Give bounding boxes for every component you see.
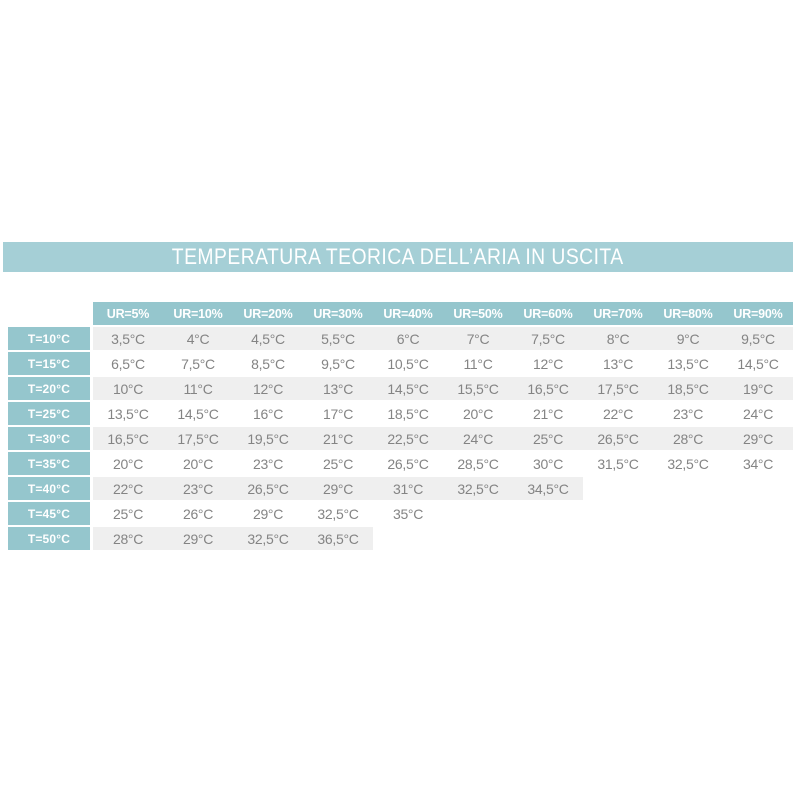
column-header: UR=30% [313,306,363,321]
empty-cell [653,527,723,550]
row-values [93,452,793,475]
value-cell: 36,5°C [303,527,373,550]
empty-cell [723,502,793,525]
value-cell: 10°C [93,377,163,400]
value-cell: 13,5°C [653,352,723,375]
value-cell: 6°C [373,327,443,350]
empty-cell [653,502,723,525]
row-values [93,327,793,350]
table-row [8,452,793,475]
value-cell: 32,5°C [443,477,513,500]
row-label: T=35°C [8,452,90,475]
row-label: T=40°C [8,477,90,500]
value-cell: 31°C [373,477,443,500]
row-label: T=25°C [8,402,90,425]
value-cell: 9,5°C [303,352,373,375]
value-cell: 12°C [513,352,583,375]
row-label: T=10°C [8,327,90,350]
value-cell: 29°C [233,502,303,525]
value-cell: 15,5°C [443,377,513,400]
table-row [8,427,793,450]
value-cell: 17,5°C [583,377,653,400]
value-cell: 21°C [513,402,583,425]
value-cell: 32,5°C [233,527,303,550]
header-row-cells [93,302,793,325]
value-cell: 26°C [163,502,233,525]
value-cell: 22°C [93,477,163,500]
value-cell: 14,5°C [163,402,233,425]
value-cell: 19°C [723,377,793,400]
value-cell: 23°C [233,452,303,475]
empty-cell [373,527,443,550]
empty-cell [583,502,653,525]
value-cell: 12°C [233,377,303,400]
value-cell: 17°C [303,402,373,425]
table-body [8,327,793,550]
table-row [8,377,793,400]
empty-cell [513,527,583,550]
value-cell: 18,5°C [653,377,723,400]
value-cell: 11°C [163,377,233,400]
value-cell: 19,5°C [233,427,303,450]
value-cell: 32,5°C [303,502,373,525]
value-cell: 21°C [303,427,373,450]
value-cell: 14,5°C [373,377,443,400]
value-cell: 22°C [583,402,653,425]
column-header: UR=70% [593,306,643,321]
value-cell: 13,5°C [93,402,163,425]
empty-cell [653,477,723,500]
row-label: T=20°C [8,377,90,400]
value-cell: 34°C [723,452,793,475]
value-cell: 29°C [303,477,373,500]
value-cell: 16°C [233,402,303,425]
value-cell: 25°C [93,502,163,525]
value-cell: 24°C [723,402,793,425]
empty-cell [583,527,653,550]
value-cell: 14,5°C [723,352,793,375]
temperature-table [8,302,793,552]
value-cell: 6,5°C [93,352,163,375]
value-cell: 7°C [443,327,513,350]
value-cell: 20°C [93,452,163,475]
value-cell: 25°C [513,427,583,450]
header-corner-spacer [8,302,90,325]
column-header: UR=50% [453,306,503,321]
table-row [8,477,793,500]
value-cell: 22,5°C [373,427,443,450]
table-row [8,352,793,375]
value-cell: 31,5°C [583,452,653,475]
value-cell: 9°C [653,327,723,350]
value-cell: 10,5°C [373,352,443,375]
value-cell: 7,5°C [163,352,233,375]
empty-cell [443,502,513,525]
value-cell: 13°C [303,377,373,400]
table-title-bar [3,242,793,272]
value-cell: 11°C [443,352,513,375]
row-values [93,427,793,450]
value-cell: 23°C [163,477,233,500]
empty-cell [583,477,653,500]
value-cell: 26,5°C [233,477,303,500]
value-cell: 4,5°C [233,327,303,350]
column-header: UR=90% [733,306,783,321]
empty-cell [443,527,513,550]
value-cell: 16,5°C [93,427,163,450]
value-cell: 32,5°C [653,452,723,475]
value-cell: 9,5°C [723,327,793,350]
column-header: UR=80% [663,306,713,321]
table-row [8,327,793,350]
value-cell: 29°C [723,427,793,450]
table-header-row [8,302,793,325]
value-cell: 23°C [653,402,723,425]
table-row [8,527,793,550]
value-cell: 20°C [163,452,233,475]
empty-cell [723,477,793,500]
value-cell: 30°C [513,452,583,475]
value-cell: 18,5°C [373,402,443,425]
value-cell: 4°C [163,327,233,350]
value-cell: 28°C [653,427,723,450]
row-values [93,402,793,425]
column-header: UR=5% [106,306,150,321]
row-label: T=15°C [8,352,90,375]
value-cell: 5,5°C [303,327,373,350]
row-values [93,352,793,375]
value-cell: 28,5°C [443,452,513,475]
row-label: T=30°C [8,427,90,450]
row-values [93,527,793,550]
value-cell: 17,5°C [163,427,233,450]
page-title: TEMPERATURA TEORICA DELL’ARIA IN USCITA [172,244,624,269]
row-values [93,477,793,500]
value-cell: 34,5°C [513,477,583,500]
value-cell: 20°C [443,402,513,425]
value-cell: 35°C [373,502,443,525]
value-cell: 3,5°C [93,327,163,350]
column-header: UR=60% [523,306,573,321]
row-values [93,502,793,525]
value-cell: 29°C [163,527,233,550]
value-cell: 16,5°C [513,377,583,400]
value-cell: 28°C [93,527,163,550]
column-header: UR=40% [383,306,433,321]
column-header: UR=20% [243,306,293,321]
empty-cell [513,502,583,525]
value-cell: 24°C [443,427,513,450]
empty-cell [723,527,793,550]
value-cell: 25°C [303,452,373,475]
value-cell: 26,5°C [373,452,443,475]
row-label: T=50°C [8,527,90,550]
value-cell: 13°C [583,352,653,375]
table-row [8,502,793,525]
value-cell: 26,5°C [583,427,653,450]
value-cell: 8°C [583,327,653,350]
column-header: UR=10% [173,306,223,321]
value-cell: 7,5°C [513,327,583,350]
row-values [93,377,793,400]
row-label: T=45°C [8,502,90,525]
value-cell: 8,5°C [233,352,303,375]
table-row [8,402,793,425]
